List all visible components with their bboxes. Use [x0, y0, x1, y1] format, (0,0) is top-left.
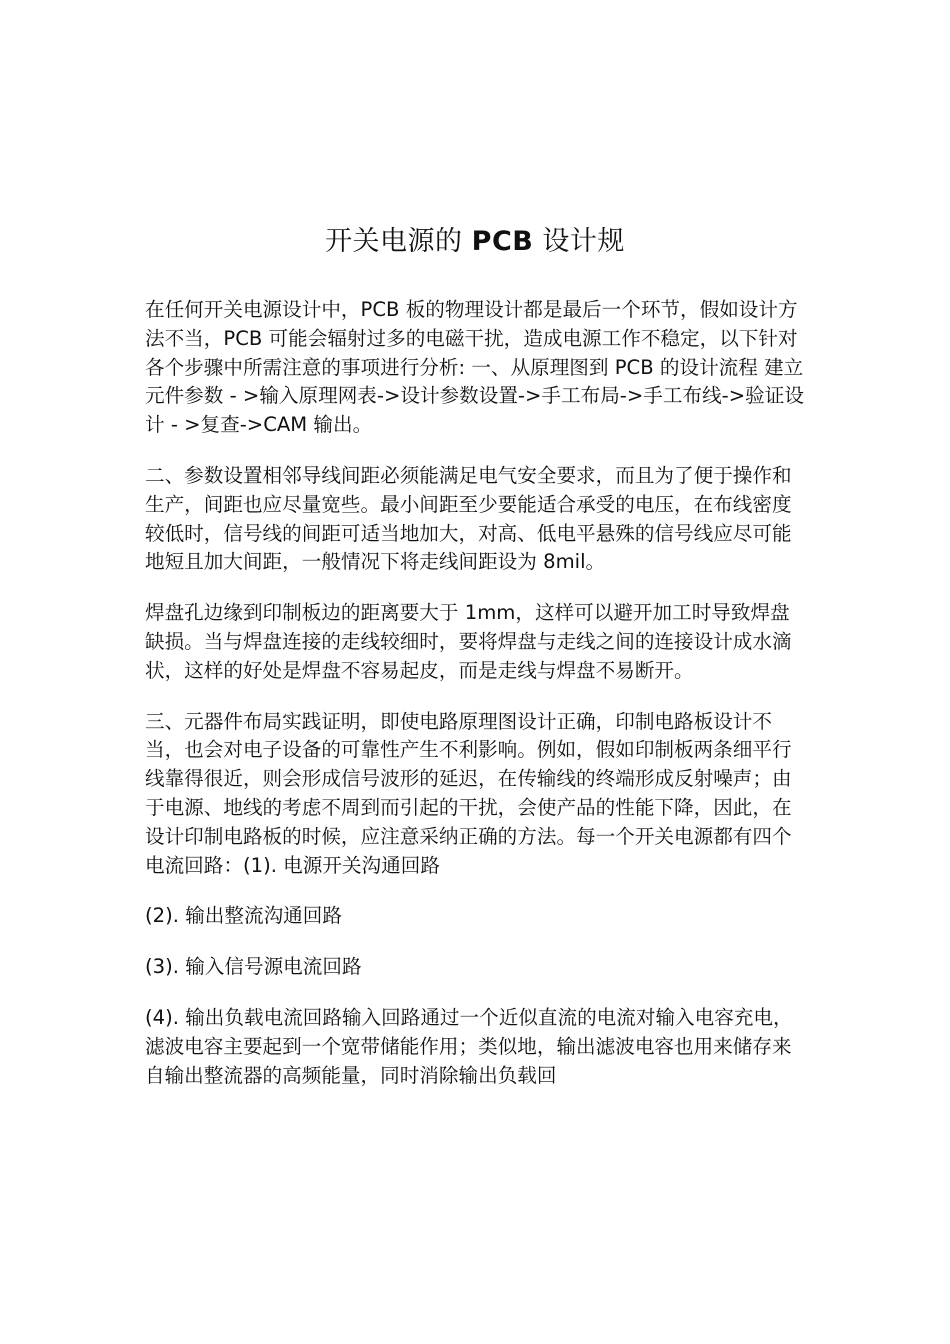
paragraph-loop-2: (2). 输出整流沟通回路	[145, 904, 342, 928]
paragraph-component-layout: 三、元器件布局实践证明，即使电路原理图设计正确，印制电路板设计不当，也会对电子设备的可靠性产生不利影响。例如，假如印制板两条细平行线靠得很近，则会形成信号波形的延迟，在传输线的终端形成反射噪声；由于电源、地线的考虑不周到而引起的干扰，会使产品的性能下降，因此，在设计印制电路板的时候，应注意采纳正确的方法。每一个开关电源都有四个电流回路：(1). 电源开关沟通回路	[145, 709, 792, 877]
title-text-pre: 开关电源的	[325, 226, 472, 257]
title-text-post: 设计规	[533, 226, 625, 257]
title-text-bold: PCB	[471, 226, 534, 257]
paragraph-pad-spacing: 焊盘孔边缘到印制板边的距离要大于 1mm，这样可以避开加工时导致焊盘缺损。当与焊盘连接的走线较细时，要将焊盘与走线之间的连接设计成水滴状，这样的好处是焊盘不容易起皮，而是走线与焊盘不易断开。	[145, 601, 792, 682]
paragraph-intro: 在任何开关电源设计中，PCB 板的物理设计都是最后一个环节，假如设计方法不当，PCB 可能会辐射过多的电磁干扰，造成电源工作不稳定，以下针对各个步骤中所需注意的事项进行分析: 一、从原理图到 PCB 的设计流程 建立元件参数 - >输入原理网表->设计参数设置->手工布局->手工布线->验证设计 - >复查->CAM 输出。	[145, 298, 804, 437]
document-body	[145, 296, 805, 1112]
paragraph-loop-3: (3). 输入信号源电流回路	[145, 955, 362, 979]
paragraph-parameter-settings: 二、参数设置相邻导线间距必须能满足电气安全要求，而且为了便于操作和生产，间距也应尽量宽些。最小间距至少要能适合承受的电压，在布线密度较低时，信号线的间距可适当地加大，对高、低电平悬殊的信号线应尽可能地短且加大间距，一般情况下将走线间距设为 8mil。	[145, 463, 792, 574]
document-title	[0, 222, 950, 262]
paragraph-loop-4: (4). 输出负载电流回路输入回路通过一个近似直流的电流对输入电容充电，滤波电容主要起到一个宽带储能作用；类似地，输出滤波电容也用来储存来自输出整流器的高频能量，同时消除输出负载回	[145, 1005, 793, 1087]
